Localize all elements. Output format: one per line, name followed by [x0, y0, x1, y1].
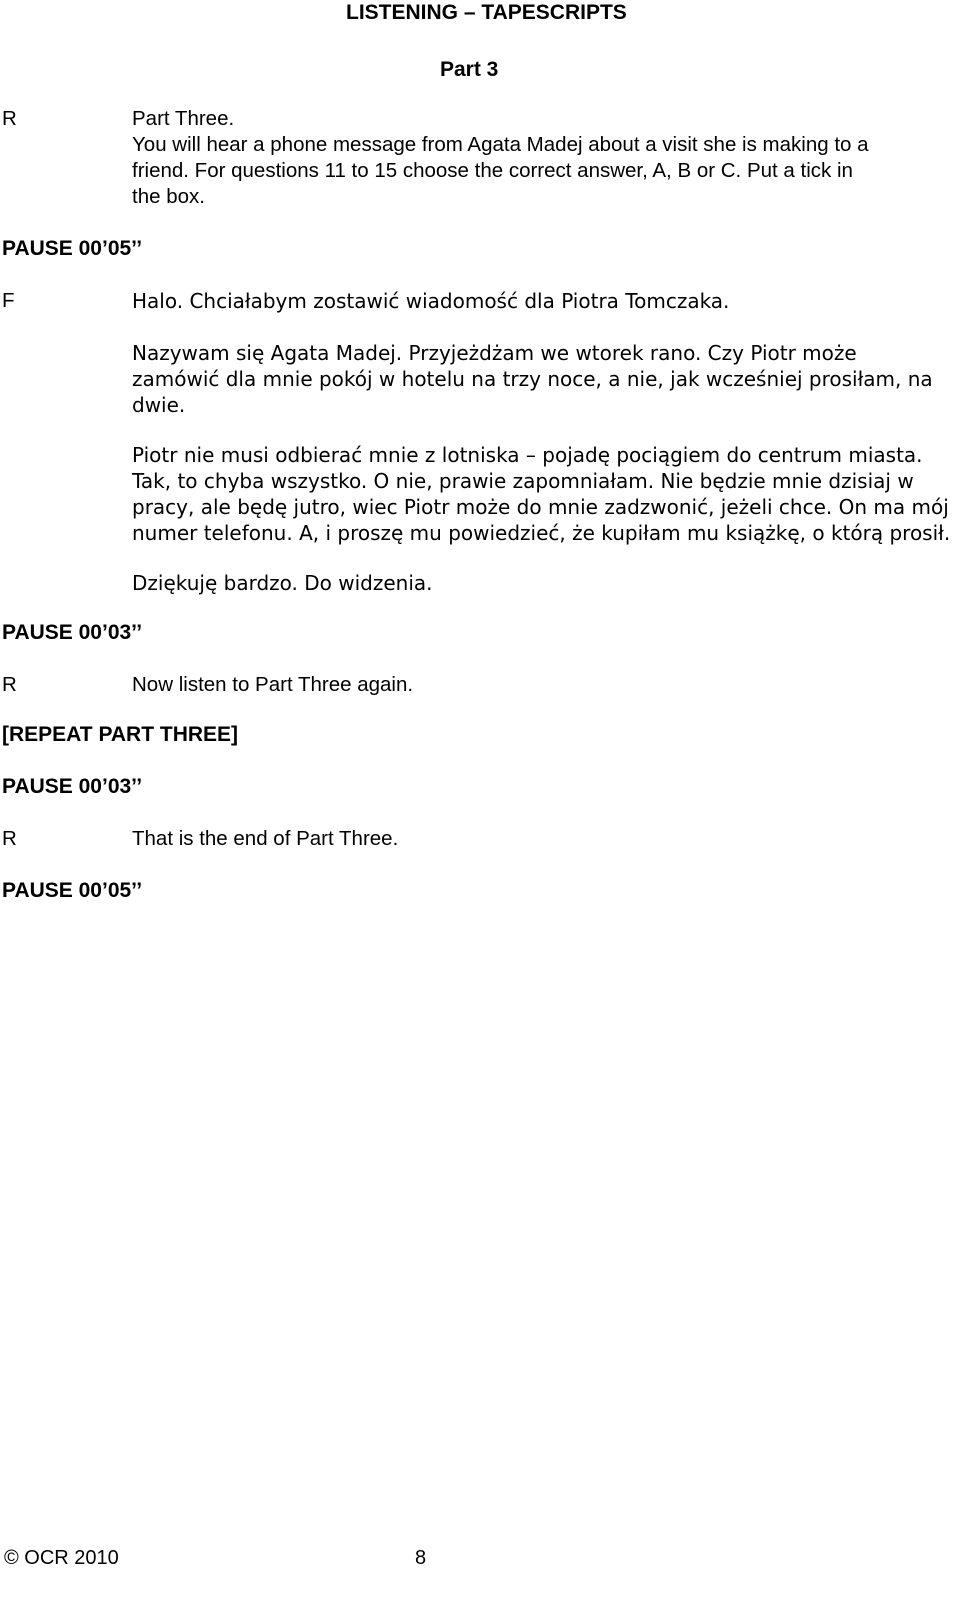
message-line: Nazywam się Agata Madej. Przyjeżdżam we wtorek rano. Czy Piotr może [132, 341, 857, 365]
message-line: Piotr nie musi odbierać mnie z lotniska – pojadę pociągiem do centrum miasta. [132, 443, 923, 467]
speaker-label-f: F [2, 289, 15, 312]
pause-marker: PAUSE 00’05’’ [2, 879, 143, 902]
message-line: pracy, ale będę jutro, wiec Piotr może do mnie zadzwonić, jeżeli chce. On ma mój [132, 495, 949, 519]
part-title: Part 3 [440, 58, 499, 81]
intro-line-4: the box. [132, 185, 205, 208]
repeat-marker: [REPEAT PART THREE] [2, 723, 239, 746]
pause-marker: PAUSE 00’05’’ [2, 237, 143, 260]
message-line: numer telefonu. A, i proszę mu powiedzieć, że kupiłam mu książkę, o którą prosił. [132, 521, 951, 545]
copyright-notice: © OCR 2010 [4, 1547, 119, 1569]
intro-line-2: You will hear a phone message from Agata Madej about a visit she is making to a [132, 133, 869, 156]
message-line: dwie. [132, 393, 186, 417]
speaker-label-r: R [2, 673, 17, 696]
pause-marker: PAUSE 00’03’’ [2, 621, 143, 644]
intro-line-1: Part Three. [132, 107, 235, 130]
page-heading: LISTENING – TAPESCRIPTS [346, 1, 627, 24]
speaker-label-r: R [2, 107, 17, 130]
message-line: Dziękuję bardzo. Do widzenia. [132, 571, 433, 595]
message-line: zamówić dla mnie pokój w hotelu na trzy noce, a nie, jak wcześniej prosiłam, na [132, 367, 933, 391]
instruction-line: That is the end of Part Three. [132, 827, 399, 850]
instruction-line: Now listen to Part Three again. [132, 673, 414, 696]
intro-line-3: friend. For questions 11 to 15 choose the correct answer, A, B or C. Put a tick in [132, 159, 853, 182]
message-line: Tak, to chyba wszystko. O nie, prawie zapomniałam. Nie będzie mnie dzisiaj w [132, 469, 914, 493]
speaker-label-r: R [2, 827, 17, 850]
pause-marker: PAUSE 00’03’’ [2, 775, 143, 798]
page-number: 8 [415, 1547, 427, 1569]
message-line: Halo. Chciałabym zostawić wiadomość dla Piotra Tomczaka. [132, 289, 730, 313]
